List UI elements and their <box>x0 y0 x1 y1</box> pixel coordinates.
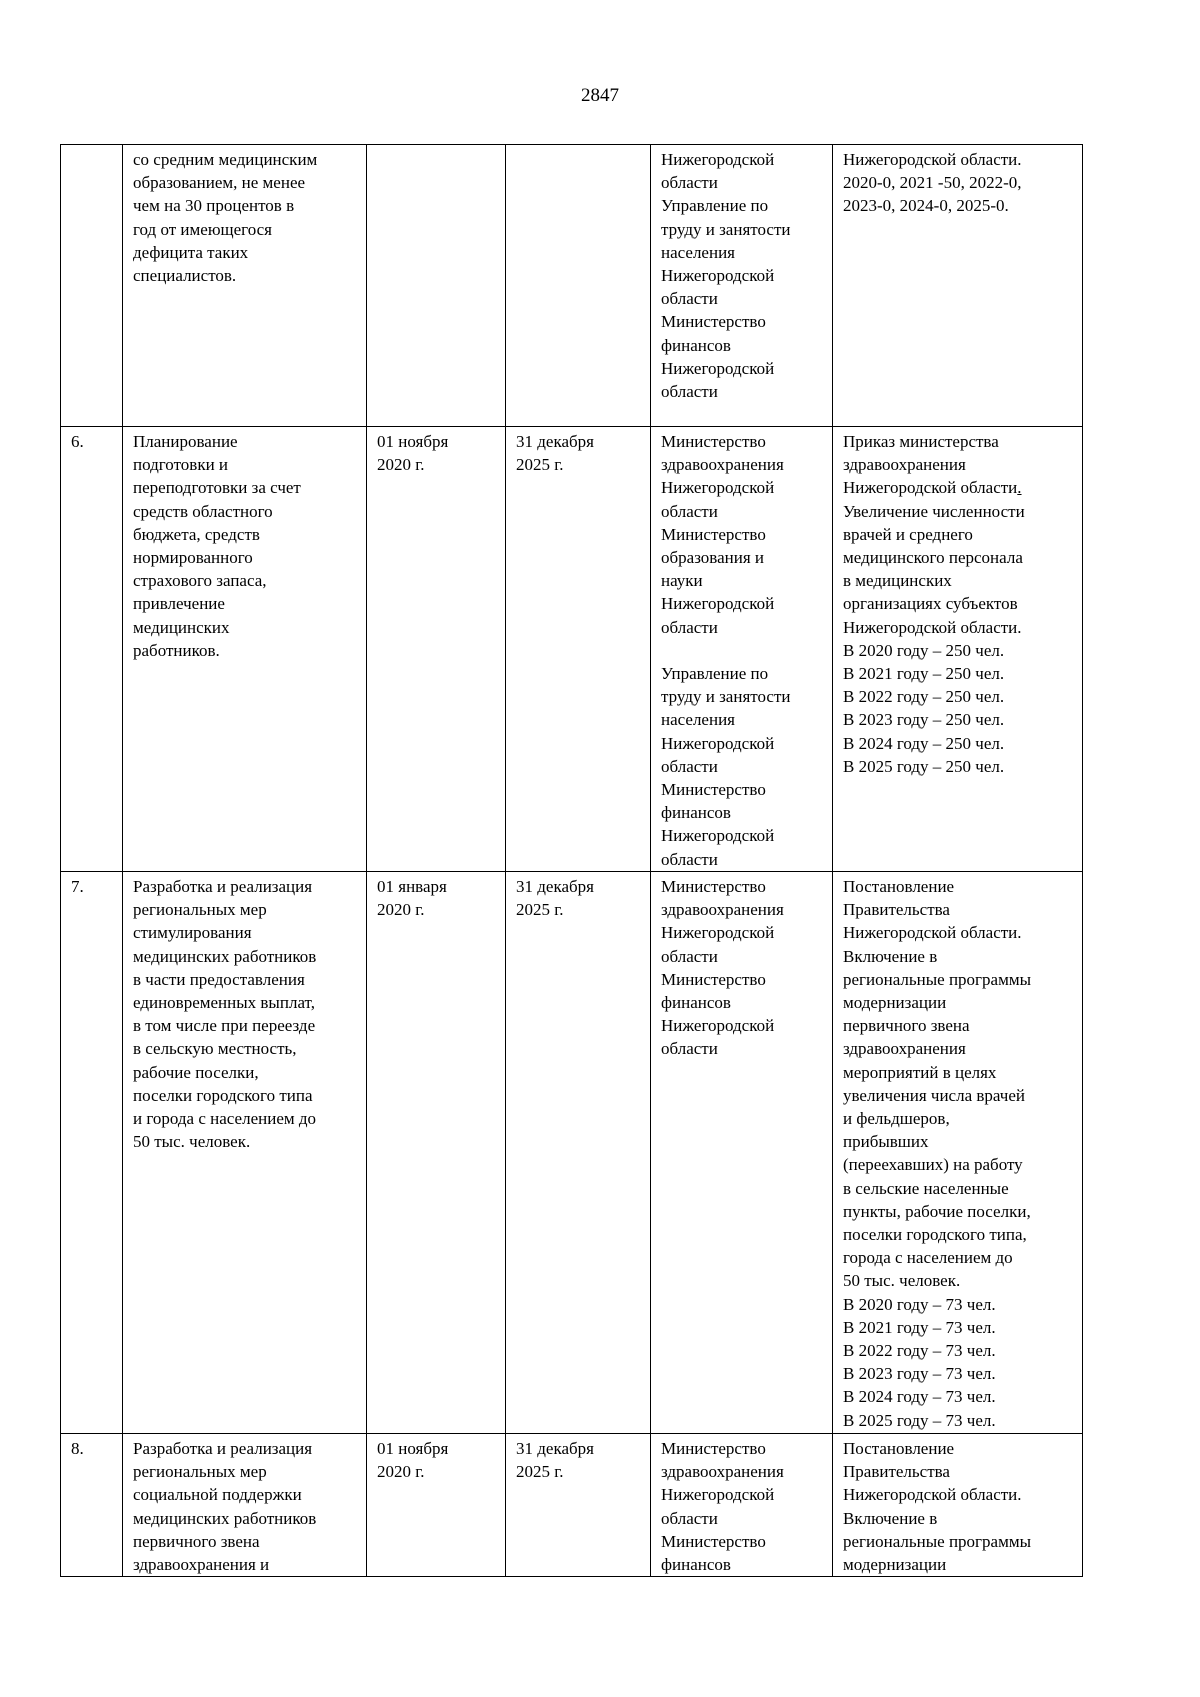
cell-line: Правительства <box>843 900 950 920</box>
cell-line: работников. <box>133 640 220 660</box>
cell-line: увеличения числа врачей <box>843 1085 1025 1105</box>
cell-line: Министерство <box>661 877 766 896</box>
cell-line: труду и занятости <box>661 219 791 239</box>
row-number-cell <box>61 1434 123 1577</box>
cell-line: 2020 г. <box>377 900 425 920</box>
cell-line: Министерство <box>661 1531 766 1551</box>
cell-line: области <box>661 289 718 309</box>
result-line <box>843 476 1072 499</box>
cell-line: города с населением до <box>843 1248 1013 1268</box>
cell-line: 31 декабря <box>516 1439 594 1458</box>
cell-line: Разработка и реализация <box>133 877 313 896</box>
cell-line: (переехавших) на работу <box>843 1155 1023 1175</box>
result-body <box>843 500 1072 778</box>
cell-line: Постановление <box>843 1439 955 1458</box>
cell-line: Нижегородской области. <box>843 617 1022 637</box>
cell-line: нормированного <box>133 548 253 568</box>
cell-line: Включение в <box>843 1508 938 1528</box>
cell-line: В 2020 году – 250 чел. <box>843 640 1005 660</box>
cell-line: Нижегородской <box>661 1016 775 1036</box>
row-number: 7. <box>71 877 84 896</box>
cell-line: бюджета, средств <box>133 524 260 544</box>
cell-line: в том числе при переезде <box>133 1016 316 1036</box>
executors-cell <box>651 1434 833 1577</box>
cell-line: модернизации <box>843 1555 947 1575</box>
cell-line: населения <box>661 710 735 730</box>
cell-line: Приказ министерства <box>843 432 999 451</box>
end-date-cell <box>506 1434 651 1577</box>
cell-line: региональных мер <box>133 1462 267 1482</box>
cell-line: рабочие поселки, <box>133 1062 259 1082</box>
line-gap <box>661 639 822 662</box>
cell-line: медицинских <box>133 617 230 637</box>
measure-cell <box>123 145 367 427</box>
executors-cell <box>651 872 833 1434</box>
row-number-cell <box>61 427 123 872</box>
executors-cell <box>651 427 833 872</box>
cell-line: финансов <box>661 803 731 823</box>
cell-line: области <box>661 849 718 869</box>
cell-line: пункты, рабочие поселки, <box>843 1201 1031 1221</box>
end-date-cell <box>506 872 651 1434</box>
cell-line: Управление по <box>661 664 769 684</box>
start-date-cell <box>367 872 506 1434</box>
cell-line: области <box>661 1039 718 1059</box>
table-row <box>61 145 1083 427</box>
cell-line: поселки городского типа, <box>843 1225 1027 1245</box>
cell-line: финансов <box>661 993 731 1013</box>
result-cell <box>833 427 1083 872</box>
cell-line: Нижегородской <box>661 923 775 943</box>
cell-line: В 2022 году – 73 чел. <box>843 1341 996 1361</box>
cell-line: Правительства <box>843 1462 950 1482</box>
cell-line: здравоохранения <box>843 1039 966 1059</box>
cell-line: переподготовки за счет <box>133 478 301 498</box>
cell-line: поселки городского типа <box>133 1085 313 1105</box>
cell-line: региональные программы <box>843 1531 1032 1551</box>
cell-line: Разработка и реализация <box>133 1439 313 1458</box>
cell-line: медицинских работников <box>133 1508 317 1528</box>
cell-line: в сельскую местность, <box>133 1039 297 1059</box>
cell-line: и города с населением до <box>133 1109 317 1129</box>
result-line-text: Нижегородской области <box>843 478 1018 498</box>
cell-line: Министерство <box>661 432 766 451</box>
measure-cell <box>123 427 367 872</box>
cell-line: в сельские населенные <box>843 1178 1009 1198</box>
row-number: 8. <box>71 1439 84 1458</box>
cell-line: В 2025 году – 73 чел. <box>843 1410 996 1430</box>
cell-line: В 2020 году – 73 чел. <box>843 1294 996 1314</box>
cell-line: Нижегородской <box>661 266 775 286</box>
cell-line: врачей и среднего <box>843 524 973 544</box>
cell-line: Нижегородской <box>661 358 775 378</box>
cell-line: Нижегородской <box>661 150 775 169</box>
cell-line: Министерство <box>661 524 766 544</box>
result-head <box>843 430 1072 476</box>
cell-line: привлечение <box>133 594 225 614</box>
result-cell <box>833 1434 1083 1577</box>
cell-line: области <box>661 501 718 521</box>
cell-line: области <box>661 1508 718 1528</box>
cell-line: Министерство <box>661 780 766 800</box>
cell-line: медицинских работников <box>133 946 317 966</box>
row-number: 6. <box>71 432 84 451</box>
cell-line: модернизации <box>843 993 947 1013</box>
cell-line: образованием, не менее <box>133 173 306 193</box>
row-number-cell <box>61 872 123 1434</box>
cell-line: 01 января <box>377 877 447 896</box>
cell-line: Постановление <box>843 877 955 896</box>
table-row <box>61 1434 1083 1577</box>
result-cell <box>833 145 1083 427</box>
cell-line: Нижегородской области. <box>843 1485 1022 1505</box>
cell-line: страхового запаса, <box>133 571 267 591</box>
cell-line: в медицинских <box>843 571 952 591</box>
cell-line: 50 тыс. человек. <box>133 1132 251 1152</box>
cell-line: 31 декабря <box>516 432 594 451</box>
cell-line: 01 ноября <box>377 432 449 451</box>
cell-line: первичного звена <box>843 1016 970 1036</box>
cell-line: и фельдшеров, <box>843 1109 950 1129</box>
start-date-cell <box>367 427 506 872</box>
underlined-period: . <box>1017 478 1022 498</box>
page-number: 2847 <box>581 85 619 106</box>
cell-line: области <box>661 756 718 776</box>
cell-line: В 2024 году – 73 чел. <box>843 1387 996 1407</box>
cell-line: 50 тыс. человек. <box>843 1271 961 1291</box>
cell-line: единовременных выплат, <box>133 993 315 1013</box>
end-date-cell <box>506 145 651 427</box>
cell-line: В 2021 году – 250 чел. <box>843 664 1005 684</box>
cell-line: дефицита таких <box>133 242 249 262</box>
cell-line: со средним медицинским <box>133 150 318 169</box>
start-date-cell <box>367 145 506 427</box>
table-row <box>61 427 1083 872</box>
cell-line: социальной поддержки <box>133 1485 302 1505</box>
cell-line: В 2023 году – 250 чел. <box>843 710 1005 730</box>
measures-table <box>60 144 1083 1577</box>
cell-line: 01 ноября <box>377 1439 449 1458</box>
cell-line: 2025 г. <box>516 1462 564 1482</box>
cell-line: 2020-0, 2021 -50, 2022-0, <box>843 173 1022 193</box>
cell-line: здравоохранения <box>661 900 784 920</box>
cell-line: Министерство <box>661 312 766 332</box>
cell-line: области <box>661 173 718 193</box>
cell-line: В 2022 году – 250 чел. <box>843 687 1005 707</box>
cell-line: Нижегородской <box>661 1485 775 1505</box>
cell-line: области <box>661 382 718 402</box>
cell-line: населения <box>661 242 735 262</box>
measure-cell <box>123 872 367 1434</box>
cell-line: здравоохранения и <box>133 1555 270 1575</box>
cell-line: специалистов. <box>133 266 237 286</box>
table-row <box>61 872 1083 1434</box>
cell-line: В 2021 году – 73 чел. <box>843 1317 996 1337</box>
cell-line: В 2025 году – 250 чел. <box>843 756 1005 776</box>
executors-cell <box>651 145 833 427</box>
cell-line: Управление по <box>661 196 769 216</box>
cell-line: мероприятий в целях <box>843 1062 997 1082</box>
cell-line: региональные программы <box>843 969 1032 989</box>
cell-line: области <box>661 946 718 966</box>
cell-line: Нижегородской <box>661 826 775 846</box>
row-number-cell <box>61 145 123 427</box>
cell-line: прибывших <box>843 1132 929 1152</box>
cell-line: 2025 г. <box>516 900 564 920</box>
cell-line: Планирование <box>133 432 238 451</box>
cell-line: финансов <box>661 335 731 355</box>
cell-line: 2023-0, 2024-0, 2025-0. <box>843 196 1009 216</box>
cell-line: В 2024 году – 250 чел. <box>843 733 1005 753</box>
cell-line: Нижегородской <box>661 478 775 498</box>
cell-line: медицинского персонала <box>843 548 1023 568</box>
cell-line: здравоохранения <box>843 455 966 475</box>
cell-line: области <box>661 617 718 637</box>
cell-line: 31 декабря <box>516 877 594 896</box>
cell-line: Включение в <box>843 946 938 966</box>
cell-line: В 2023 году – 73 чел. <box>843 1364 996 1384</box>
cell-line: 2020 г. <box>377 455 425 475</box>
cell-line: Нижегородской <box>661 594 775 614</box>
cell-line: Нижегородской области. <box>843 923 1022 943</box>
result-cell <box>833 872 1083 1434</box>
cell-line: здравоохранения <box>661 1462 784 1482</box>
cell-line: Министерство <box>661 1439 766 1458</box>
cell-line: 2025 г. <box>516 455 564 475</box>
end-date-cell <box>506 427 651 872</box>
cell-line: Министерство <box>661 969 766 989</box>
measure-cell <box>123 1434 367 1577</box>
cell-line: подготовки и <box>133 455 229 475</box>
cell-line: год от имеющегося <box>133 219 272 239</box>
cell-line: здравоохранения <box>661 455 784 475</box>
cell-line: средств областного <box>133 501 273 521</box>
cell-line: стимулирования <box>133 923 252 943</box>
cell-line: финансов <box>661 1555 731 1575</box>
start-date-cell <box>367 1434 506 1577</box>
cell-line: Нижегородской области. <box>843 150 1022 169</box>
cell-line: первичного звена <box>133 1531 260 1551</box>
cell-line: образования и <box>661 548 765 568</box>
cell-line: Увеличение численности <box>843 501 1025 521</box>
cell-line: труду и занятости <box>661 687 791 707</box>
cell-line: Нижегородской <box>661 733 775 753</box>
cell-line: организациях субъектов <box>843 594 1018 614</box>
cell-line: региональных мер <box>133 900 267 920</box>
cell-line: чем на 30 процентов в <box>133 196 295 216</box>
cell-line: 2020 г. <box>377 1462 425 1482</box>
cell-line: в части предоставления <box>133 969 305 989</box>
cell-line: науки <box>661 571 703 591</box>
